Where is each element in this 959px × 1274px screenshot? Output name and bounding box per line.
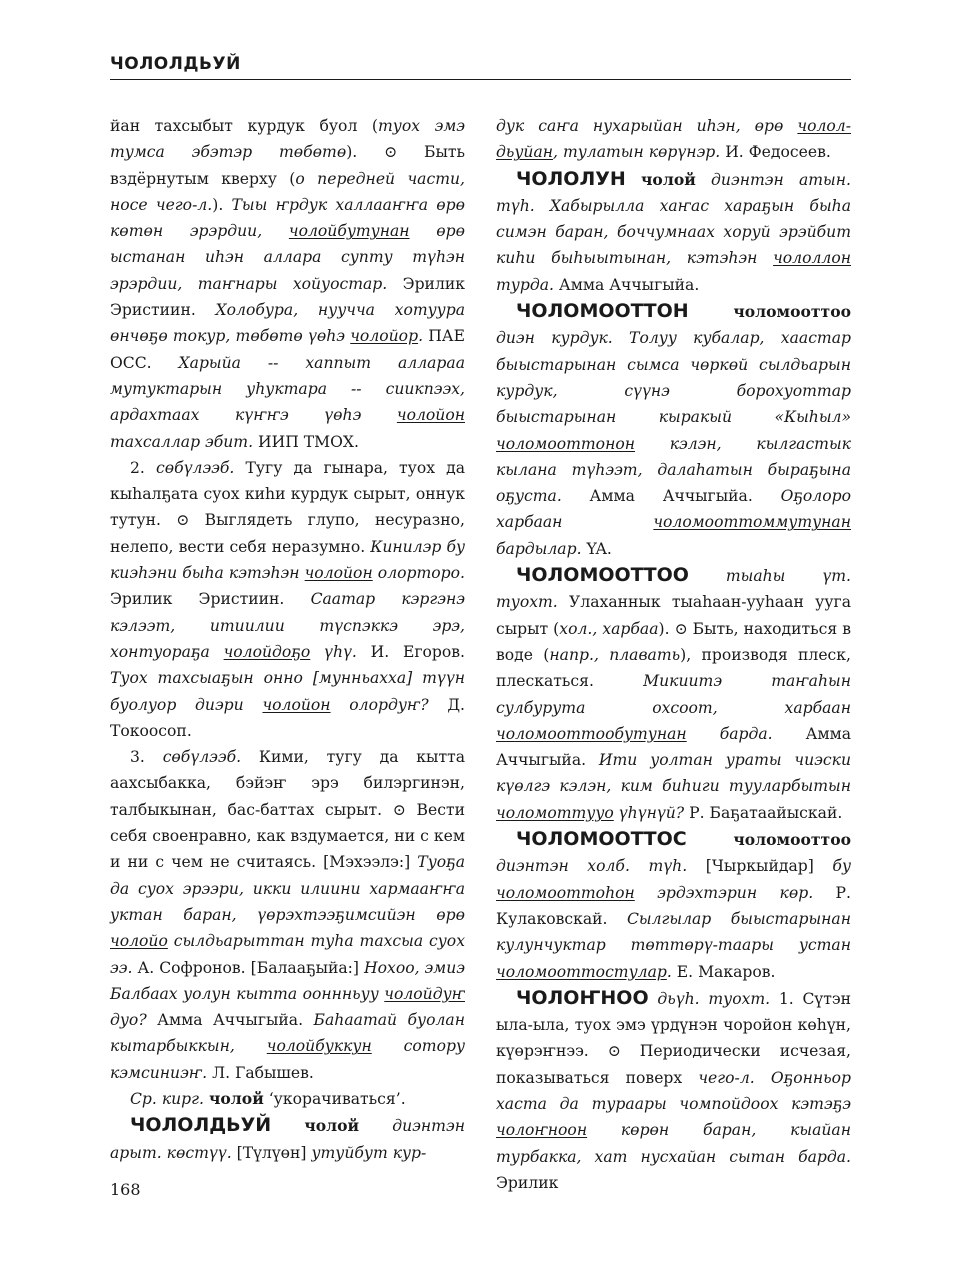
- entry-cholomoottos: ЧОЛОМООТТОС чоломооттоо диэнтэн холб. түһ. [Чыркыйдар] бу чоломооттоһон эрдэхтэрин көр. Р. Кулаковскай. Сылгылар быыстарынан кулунчуктар төттөрү-таары устан чоломооттостулар. Е. Макаров.: [496, 828, 851, 981]
- page-number: 168: [110, 1180, 141, 1199]
- entry-cholongnoo: ЧОЛОҤНОО дьүһ. туохт. 1. Сүтэн ыла-ыла, туох эмэ үрдүнэн чоройон көһүн, күөрэҥнээ. ⊙ Периодически исчезая, показываться поверх чего-л. Оҕонньор хаста да тураары чомпойдоох кэтэҕэ чолоҥноон көрөн баран, кыайан турбакка, хат нусхайан сытан барда. Эрилик: [496, 986, 851, 1192]
- right-column: [496, 113, 851, 1196]
- left-column: [110, 113, 465, 1166]
- entry-sense-2: 2. сөбүлээб. Тугу да гынара, туох да кыһалҕата суох киһи курдук сырыт, оннук тутун. ⊙ Выглядеть глупо, несуразно, нелепо, вести себя неразумно. Кинилэр бу киэһэни быһа кэтэһэн чолойон олорторо. Эрилик Эристиин. Саатар кэргэнэ кэлээт, итиилии түспэккэ эрэ, хонтуораҕа чолойдоҕо үһү. И. Егоров. Туох тахсыаҕын онно [мунньахха] түүн буолуор диэри чолойон олордуҥ? Д. Токоосоп.: [110, 458, 466, 740]
- running-head: ЧОЛОЛДЬУЙ: [110, 54, 241, 74]
- entry-cholomootton: ЧОЛОМООТТОН чоломооттоо диэн курдук. Толуу кубалар, хаастар быыстарынан сымса чөркөй сылдьарын курдук, сүүнэ борохуоттар быыстарынан кыракый «Кыһыл» чоломооттонон кэлэн, кылгастык кылана түһээт, далаһатын бырaҕына оҕуста. Амма Аччыгыйа. Оҕолоро харбаан чоломооттоммутунан бардылар. YA.: [496, 300, 851, 558]
- entry-text: йан тахсыбыт курдук буол (туох эмэ тумса эбэтэр төбөтө). ⊙ Быть вздёрнутым кверху (о передней части, носе чего-л.). Тыы ҥрдук халлааҥҥа өрө көтөн эрэрдии, чолойбутунан өрө ыстанан иһэн аллара супту түһэн эрэрдии, таҥнары хойуостар. Эрилик Эристиин. Холобура, нуучча хотуура өнчөҕө токур, төбөтө үөһэ чолойор. ПАЕ ОСС. Харыйа -- хаппыт алларaa мутуктарын уһуктара -- сиикпээх, ардахтаах күҥҥэ үөһэ чолойон тахсаллар эбит. ИИП ТМОХ.: [110, 117, 466, 451]
- entry-chololun: ЧОЛОЛУН чолой диэнтэн атын. түһ. Хабырылла хаҥас хараҕын быһа симэн баран, боччумнаах хоруй эрэйбит киһи быһыытынан, кэтэһэн чололлон турда. Амма Аччыгыйа.: [496, 167, 851, 294]
- header-rule: [110, 79, 851, 80]
- entry-cholomoottoo: ЧОЛОМООТТОО тыаһы үт. туохт. Улаханнык тыаһаан-ууһаан ууга сырыт (хол., харбаа). ⊙ Быть, находиться в воде (напр., плавать), производя плеск, плескаться. Микиитэ таҥаһын сулбурута охсоот, харбаан чоломооттообутунан барда. Амма Аччыгыйа. Ити уолтан ураты чиэски күөлгэ кэлэн, ким биһиги тууларбытын чоломоттууо үһүнүй? Р. Баҕатаайыскай.: [496, 564, 852, 822]
- entry-etymology: Ср. кирг. чолой ‘укорачиваться’.: [130, 1088, 406, 1108]
- entry-chololdyuy: ЧОЛОЛДЬУЙ чолой диэнтэн арыт. көстүү. [Түлүөн] утуйбут кур-: [110, 1114, 465, 1162]
- entry-continuation: дук саҥа нухарыйан иһэн, өрө чолол-дьуйан, тулатын көрүнэр. И. Федосеев.: [496, 117, 851, 162]
- entry-sense-3: 3. сөбүлээб. Кими, тугу да кытта аахсыбакка, бэйэҥ эрэ билэргинэн, талбыкынан, бас-баттах сырыт. ⊙ Вести себя своенравно, как вздумается, ни с кем и ни с чем не считаясь. [Мэхээлэ:] Туоҕа да суох эрээри, икки илиини хармааҥҥа уктан баран, үөрэхтээҕимсийэн өрө чолойо сылдьарыттан туһа тахсыа суох ээ. А. Софронов. [Балааҕыйа:] Нохоо, эмиэ Балбаах уолун кытта ооннньуу чолойдуҥ дуо? Амма Аччыгыйа. Баһаатай буолан кытарбыккын, чолойбуккун сотору кэмсиниэҥ. Л. Габышев.: [110, 748, 465, 1082]
